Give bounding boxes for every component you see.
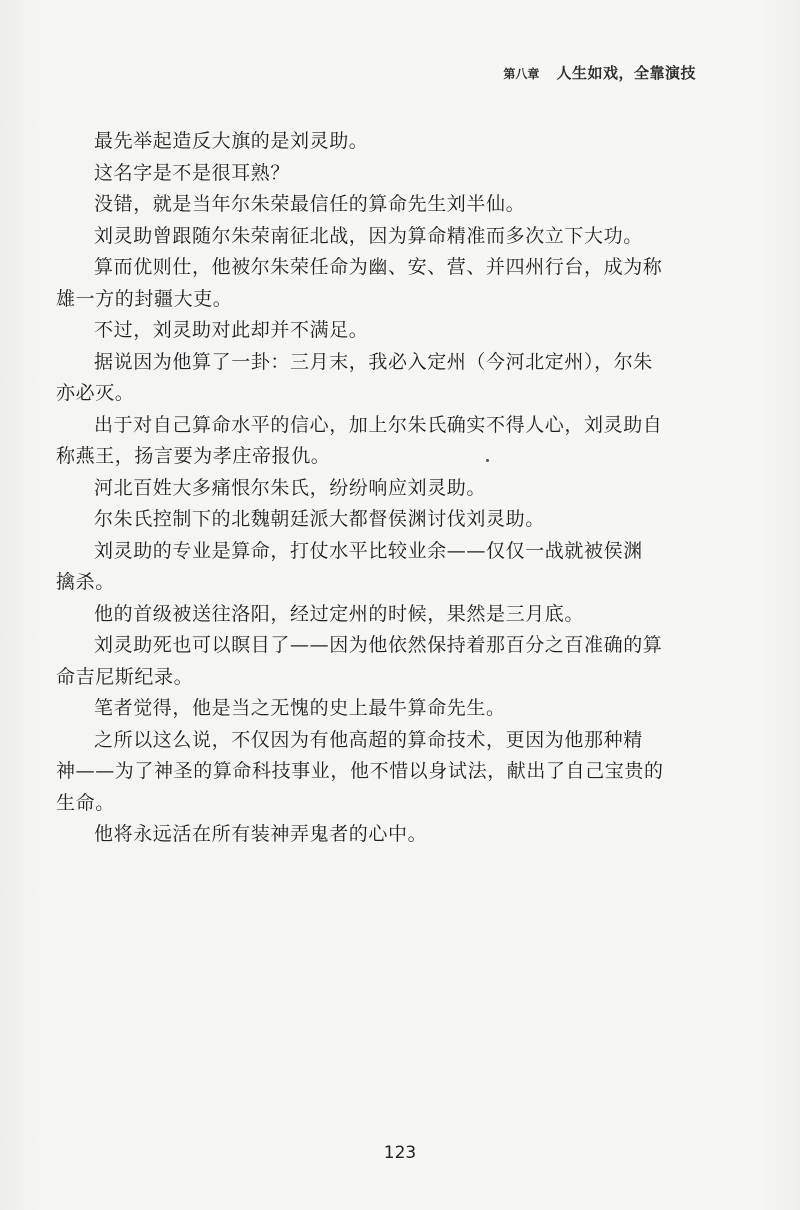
text-line: 出于对自己算命水平的信心，加上尔朱氏确实不得人心，刘灵助自 xyxy=(94,413,663,436)
text-line: 据说因为他算了一卦：三月末，我必入定州（今河北定州），尔朱 xyxy=(94,350,653,373)
paragraph xyxy=(94,221,706,253)
text-line: 神——为了神圣的算命科技事业，他不惜以身试法，献出了自己宝贵的 xyxy=(56,760,664,782)
text-line: 笔者觉得，他是当之无愧的史上最牛算命先生。 xyxy=(94,697,506,719)
text-line: 刘灵助曾跟随尔朱荣南征北战，因为算命精准而多次立下大功。 xyxy=(94,224,643,247)
paragraph xyxy=(94,158,706,190)
paragraph xyxy=(56,630,706,693)
text-line: 最先举起造反大旗的是刘灵助。 xyxy=(94,130,369,152)
paragraph xyxy=(56,725,706,820)
text-line: 尔朱氏控制下的北魏朝廷派大都督侯渊讨伐刘灵助。 xyxy=(94,508,545,530)
text-line: 刘灵助的专业是算命，打仗水平比较业余——仅仅一战就被侯渊 xyxy=(94,539,643,562)
paragraph xyxy=(94,693,706,725)
text-line: 他将永远活在所有装神弄鬼者的心中。 xyxy=(94,823,428,845)
text-line: 河北百姓大多痛恨尔朱氏，纷纷响应刘灵助。 xyxy=(94,476,487,499)
paragraph xyxy=(94,504,706,536)
page-number: 123 xyxy=(383,1143,417,1163)
text-line: 擒杀。 xyxy=(56,571,115,593)
text-line: 命吉尼斯纪录。 xyxy=(56,665,194,688)
text-line: 亦必灭。 xyxy=(56,382,135,404)
body-text xyxy=(56,126,706,851)
paragraph xyxy=(94,819,706,851)
paragraph xyxy=(56,252,706,315)
paragraph xyxy=(56,536,706,599)
text-line: 生命。 xyxy=(56,791,115,814)
paragraph xyxy=(56,410,706,473)
running-head xyxy=(503,62,696,83)
text-line: 刘灵助死也可以瞑目了——因为他依然保持着那百分之百准确的算 xyxy=(94,634,663,656)
text-line: 没错，就是当年尔朱荣最信任的算命先生刘半仙。 xyxy=(94,193,526,215)
print-speck xyxy=(486,459,489,462)
paragraph xyxy=(94,599,706,631)
paragraph xyxy=(94,189,706,221)
text-line: 算而优则仕，他被尔朱荣任命为幽、安、营、并四州行台，成为称 xyxy=(94,256,663,278)
chapter-title: 人生如戏，全靠演技 xyxy=(556,64,696,82)
text-line: 他的首级被送往洛阳，经过定州的时候，果然是三月底。 xyxy=(94,602,585,625)
chapter-number: 第八章 xyxy=(503,67,540,81)
text-line: 这名字是不是很耳熟？ xyxy=(94,161,291,184)
paragraph xyxy=(56,347,706,410)
paragraph xyxy=(94,126,706,158)
text-line: 雄一方的封疆大吏。 xyxy=(56,287,233,310)
text-line: 称燕王，扬言要为孝庄帝报仇。 xyxy=(56,445,331,467)
paragraph xyxy=(94,315,706,347)
text-line: 之所以这么说，不仅因为有他高超的算命技术，更因为他那种精 xyxy=(94,728,643,751)
text-line: 不过，刘灵助对此却并不满足。 xyxy=(94,319,369,341)
paragraph xyxy=(94,473,706,505)
